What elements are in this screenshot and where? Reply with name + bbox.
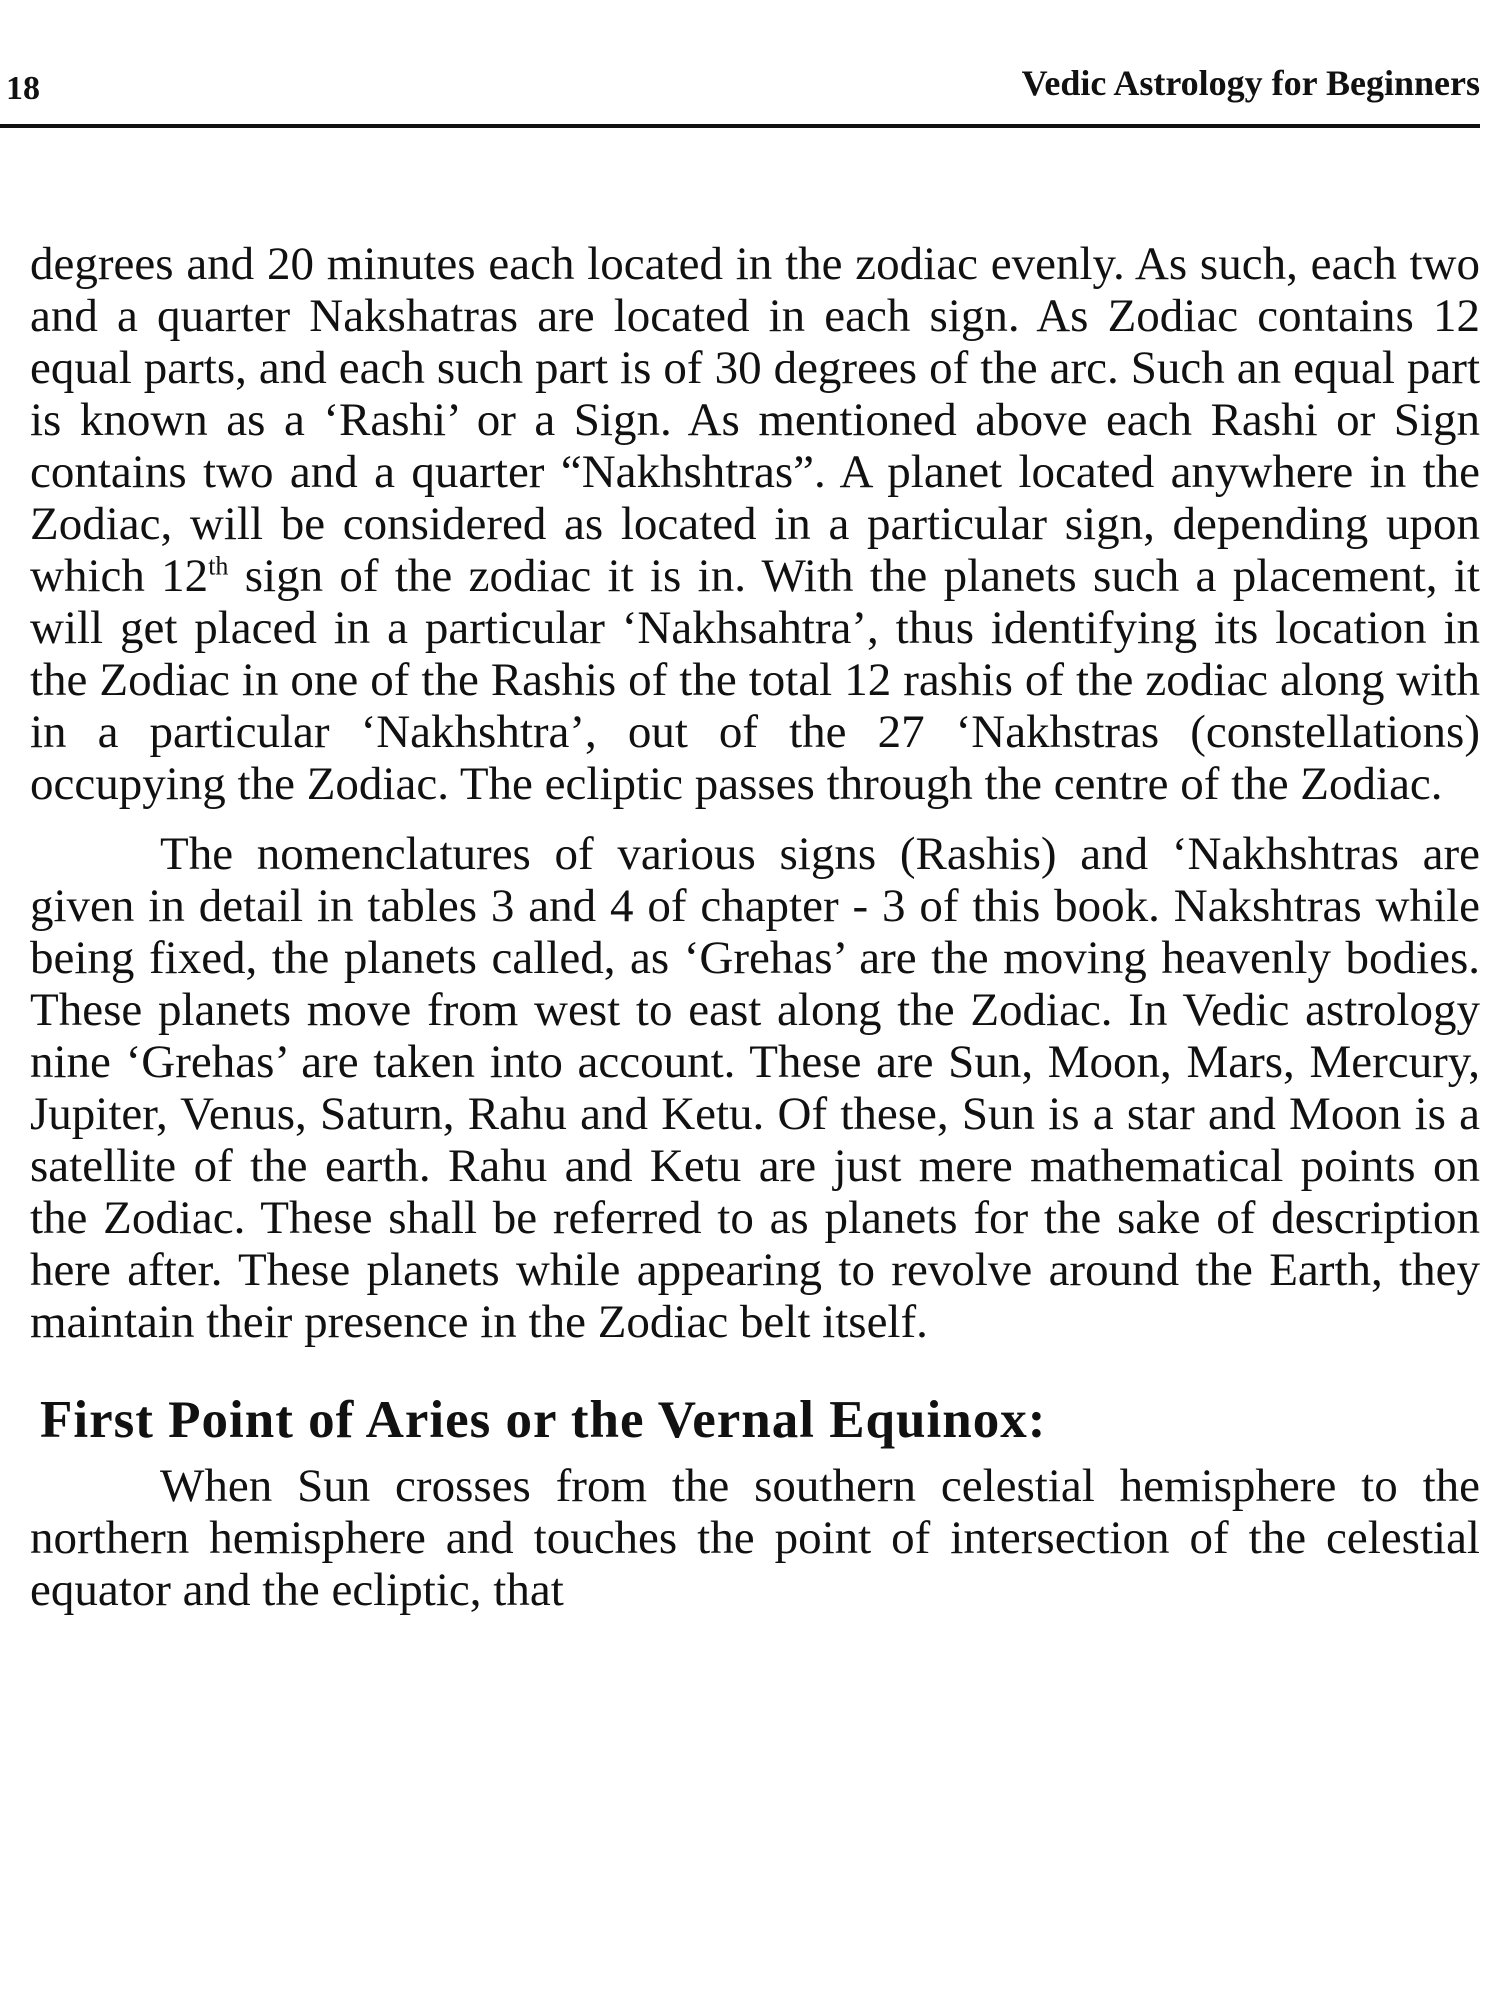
paragraph-grehas: The nomenclatures of various signs (Rashis) and ‘Nakhshtras are given in detail in tables 3 and 4 of chapter - 3 of this book. Nakshtras while being fixed, the planets called, as ‘Grehas’ are the moving heavenly bodies. These planets move from west to east along the Zodiac. In Vedic astrology nine ‘Grehas’ are taken into account. These are Sun, Moon, Mars, Mercury, Jupiter, Venus, Saturn, Rahu and Ketu. Of these, Sun is a star and Moon is a satellite of the earth. Rahu and Ketu are just mere mathematical points on the Zodiac. These shall be referred to as planets for the sake of description here after. These planets while appearing to revolve around the Earth, they maintain their presence in the Zodiac belt itself. <box>30 828 1480 1348</box>
page-header <box>0 58 1480 128</box>
superscript-ordinal: th <box>208 551 229 581</box>
page-number: 18 <box>6 70 40 107</box>
running-title: Vedic Astrology for Beginners <box>1021 63 1480 103</box>
paragraph-text: sign of the zodiac it is in. With the planets such a placement, it will get placed in a particular ‘Nakhsahtra’, thus identifying its location in the Zodiac in one of the Rashis of the total 12 rashis of the zodiac along with in a particular ‘Nakhshtra’, out of the 27 ‘Nakhstras (constellations) occupying the Zodiac. The ecliptic passes through the centre of the Zodiac. <box>30 550 1480 810</box>
paragraph-text: degrees and 20 minutes each located in the zodiac evenly. As such, each two and a quarter Nakshatras are located in each sign. As Zodiac contains 12 equal parts, and each such part is of 30 degrees of the arc. Such an equal part is known as a ‘Rashi’ or a Sign. As mentioned above each Rashi or Sign contains two and a quarter “Nakhshtras”. A planet located anywhere in the Zodiac, will be considered as located in a particular sign, depending upon which 12 <box>30 238 1480 602</box>
section-heading: First Point of Aries or the Vernal Equinox: <box>40 1391 1047 1449</box>
paragraph-zodiac-signs <box>30 238 1480 810</box>
page-body <box>30 238 1480 1616</box>
paragraph-vernal-equinox: When Sun crosses from the southern celestial hemisphere to the northern hemisphere and touches the point of intersection of the celestial equator and the ecliptic, that <box>30 1460 1480 1616</box>
